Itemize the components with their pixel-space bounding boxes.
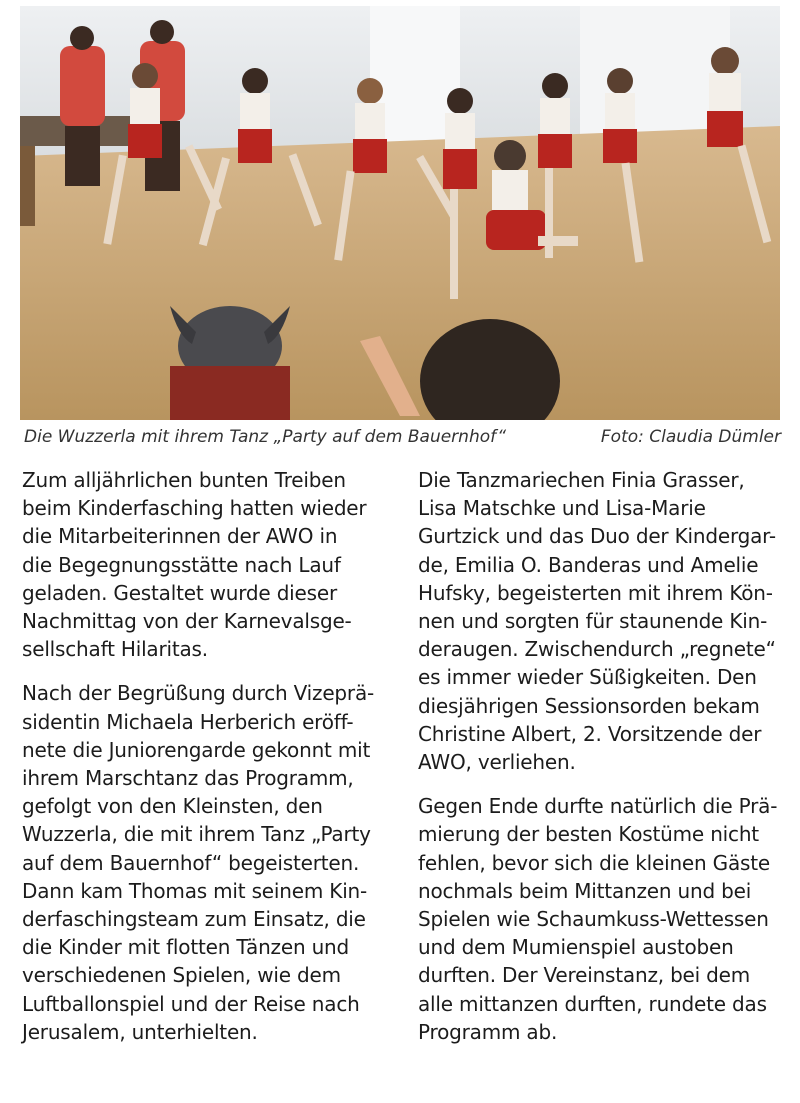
photo-dancing-children-icon <box>20 6 780 420</box>
paragraph <box>418 792 796 1046</box>
text-line: AWO, verliehen. <box>418 750 576 775</box>
text-line: mierung der besten Kostüme nicht <box>418 822 759 847</box>
text-line: alle mittanzen durften, rundete das <box>418 991 767 1016</box>
text-line: die Begegnungsstätte nach Lauf <box>22 552 341 577</box>
article-photo <box>20 6 780 420</box>
text-line: verschiedenen Spielen, wie dem <box>22 963 341 988</box>
text-line: es immer wieder Süßigkeiten. Den <box>418 665 757 690</box>
paragraph <box>22 466 400 663</box>
text-line: Wuzzerla, die mit ihrem Tanz „Party <box>22 822 371 847</box>
text-line: geladen. Gestaltet wurde dieser <box>22 580 337 605</box>
text-line: Lisa Matschke und Lisa-Marie <box>418 496 706 521</box>
text-line: Nach der Begrüßung durch Vizeprä- <box>22 681 375 706</box>
text-line: nen und sorgten für staunende Kin- <box>418 609 768 634</box>
text-line: Nachmittag von der Karnevalsge- <box>22 609 352 634</box>
text-line: Gegen Ende durfte natürlich die Prä- <box>418 794 778 819</box>
text-line: sellschaft Hilaritas. <box>22 637 208 662</box>
text-line: die Kinder mit flotten Tänzen und <box>22 935 350 960</box>
text-line: durften. Der Vereinstanz, bei dem <box>418 963 751 988</box>
text-line: diesjährigen Sessionsorden bekam <box>418 693 760 718</box>
text-line: deraugen. Zwischendurch „regnete“ <box>418 637 776 662</box>
text-line: und dem Mumienspiel austoben <box>418 935 734 960</box>
text-line: Dann kam Thomas mit seinem Kin- <box>22 878 368 903</box>
text-line: die Mitarbeiterinnen der AWO in <box>22 524 338 549</box>
text-line: ihrem Marschtanz das Programm, <box>22 766 354 791</box>
text-line: Luftballonspiel und der Reise nach <box>22 991 360 1016</box>
text-line: Gurtzick und das Duo der Kindergar- <box>418 524 776 549</box>
text-line: derfaschingsteam zum Einsatz, die <box>22 907 366 932</box>
text-line: beim Kinderfasching hatten wieder <box>22 496 367 521</box>
text-line: fehlen, bevor sich die kleinen Gäste <box>418 850 770 875</box>
paragraph <box>418 466 796 776</box>
article-column-left <box>22 466 400 1062</box>
text-line: auf dem Bauernhof“ begeisterten. <box>22 850 360 875</box>
text-line: Christine Albert, 2. Vorsitzende der <box>418 721 762 746</box>
text-line: sidentin Michaela Herberich eröff- <box>22 709 354 734</box>
text-line: Die Tanzmariechen Finia Grasser, <box>418 468 745 492</box>
text-line: nete die Juniorengarde gekonnt mit <box>22 737 371 762</box>
photo-credit: Foto: Claudia Dümler <box>600 427 781 447</box>
caption-text: Die Wuzzerla mit ihrem Tanz „Party auf dem Bauernhof“ <box>24 427 507 447</box>
text-line: Programm ab. <box>418 1019 558 1044</box>
article-column-right <box>418 466 796 1062</box>
paragraph <box>22 679 400 1046</box>
photo-caption <box>24 427 784 453</box>
text-line: Jerusalem, unterhielten. <box>22 1019 258 1044</box>
text-line: Spielen wie Schaumkuss-Wettessen <box>418 907 769 932</box>
text-line: Hufsky, begeisterten mit ihrem Kön- <box>418 580 773 605</box>
text-line: Zum alljährlichen bunten Treiben <box>22 468 346 492</box>
text-line: de, Emilia O. Banderas und Amelie <box>418 552 759 577</box>
text-line: nochmals beim Mittanzen und bei <box>418 878 752 903</box>
text-line: gefolgt von den Kleinsten, den <box>22 794 323 819</box>
